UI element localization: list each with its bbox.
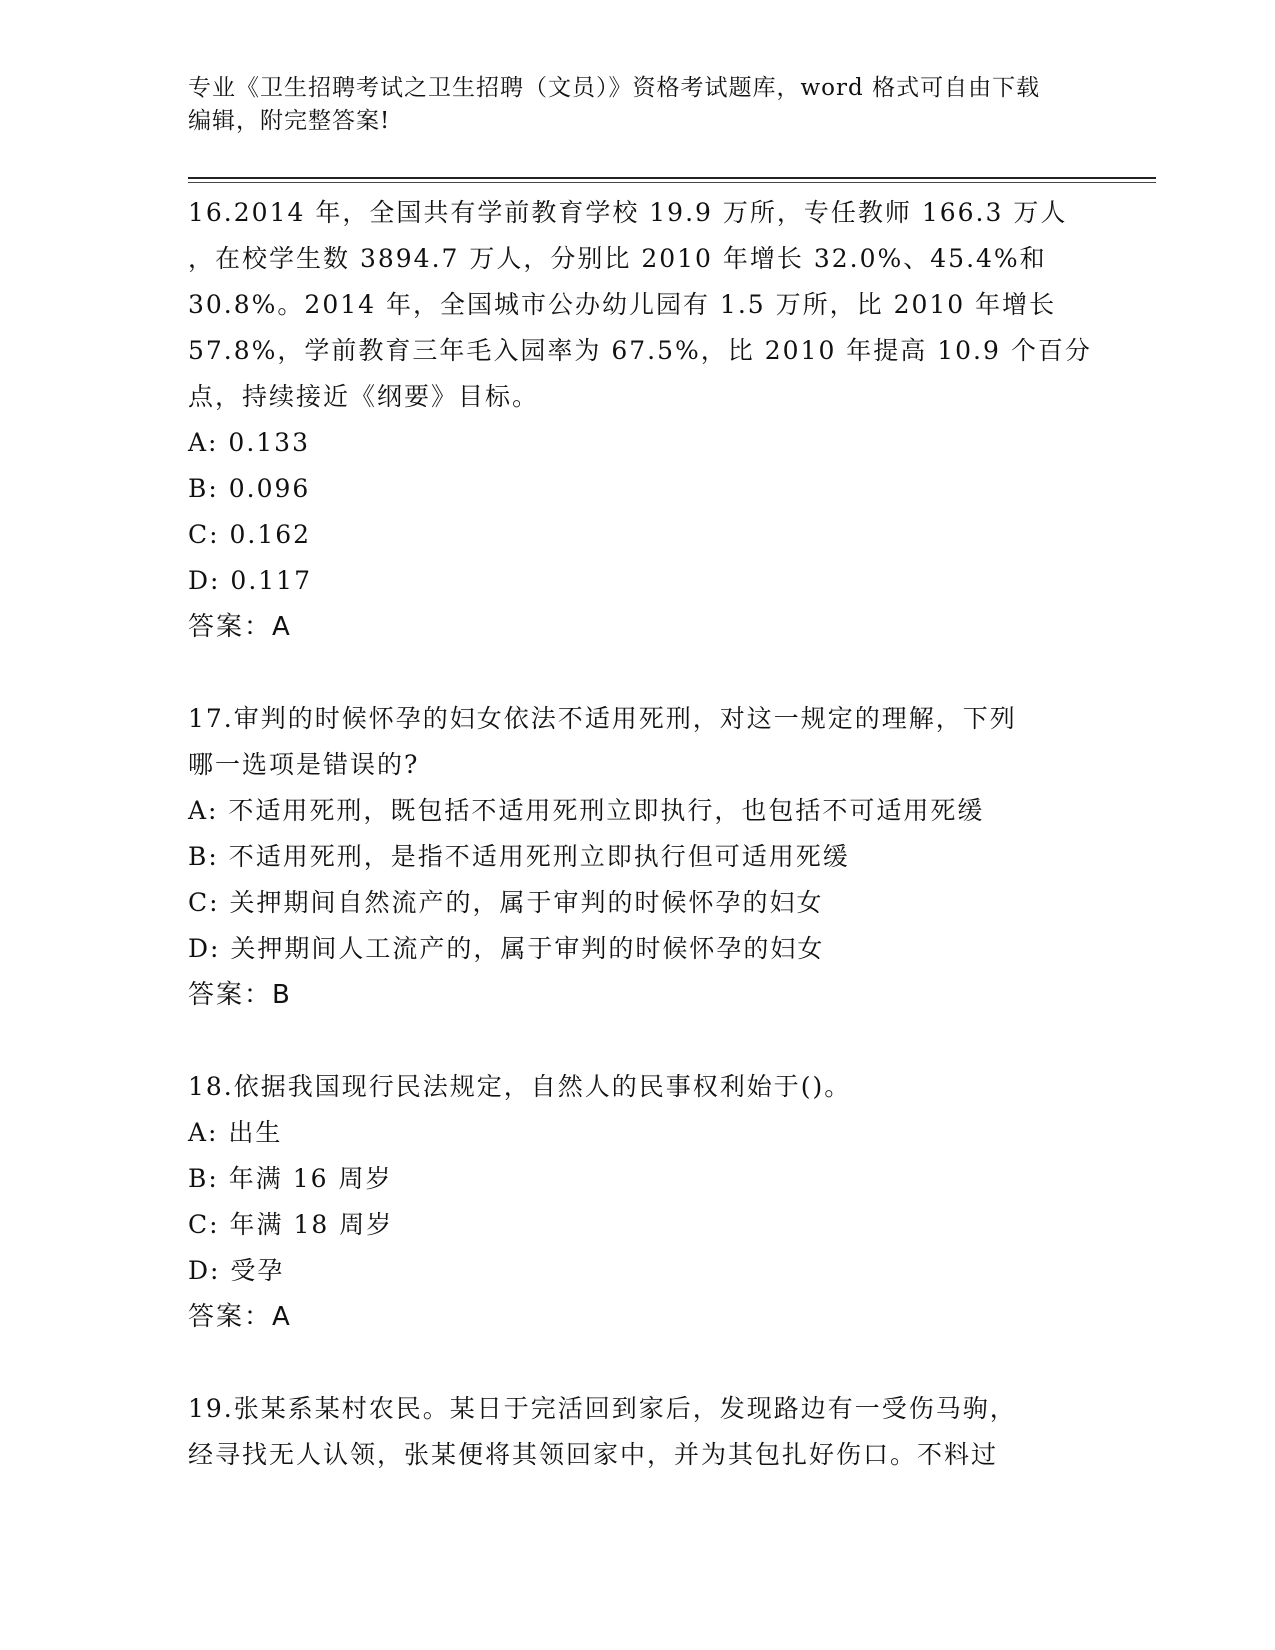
question-text-line: 18.依据我国现行民法规定，自然人的民事权利始于()。 [188, 1072, 852, 1101]
question-list [188, 190, 1108, 1478]
question-text-line: 17.审判的时候怀孕的妇女依法不适用死刑，对这一规定的理解，下列 [188, 704, 1017, 733]
option-d: D: 关押期间人工流产的，属于审判的时候怀孕的妇女 [188, 934, 825, 963]
option-d: D: 0.117 [188, 566, 312, 595]
spacer [188, 1018, 1108, 1064]
answer: 答案：A [188, 1302, 292, 1332]
header-divider-thin [188, 182, 1156, 183]
option-d: D: 受孕 [188, 1256, 285, 1285]
option-b: B: 0.096 [188, 474, 311, 503]
option-b: B: 不适用死刑，是指不适用死刑立即执行但可适用死缓 [188, 842, 850, 871]
header-line-1: 专业《卫生招聘考试之卫生招聘（文员）》资格考试题库，word 格式可自由下载 [188, 75, 1041, 101]
option-a: A: 出生 [188, 1118, 283, 1147]
option-c: C: 年满 18 周岁 [188, 1210, 394, 1239]
header-divider [188, 177, 1156, 179]
header-line-2: 编辑，附完整答案! [188, 108, 391, 134]
question-text-line: ，在校学生数 3894.7 万人，分别比 2010 年增长 32.0%、45.4%和 [188, 244, 1047, 273]
option-b: B: 年满 16 周岁 [188, 1164, 393, 1193]
answer: 答案：A [188, 612, 292, 642]
question-16 [188, 190, 1108, 650]
option-a: A: 0.133 [188, 428, 310, 457]
question-text-line: 19.张某系某村农民。某日于完活回到家后，发现路边有一受伤马驹， [188, 1394, 1017, 1423]
spacer [188, 1340, 1108, 1386]
question-17 [188, 696, 1108, 1018]
question-19 [188, 1386, 1108, 1478]
question-text-line: 点，持续接近《纲要》目标。 [188, 382, 540, 411]
question-text-line: 哪一选项是错误的? [188, 750, 420, 779]
option-c: C: 0.162 [188, 520, 312, 549]
option-a: A: 不适用死刑，既包括不适用死刑立即执行，也包括不可适用死缓 [188, 796, 985, 825]
question-text-line: 经寻找无人认领，张某便将其领回家中，并为其包扎好伤口。不料过 [188, 1440, 999, 1469]
answer: 答案：B [188, 980, 292, 1010]
question-text-line: 57.8%，学前教育三年毛入园率为 67.5%，比 2010 年提高 10.9 个百分 [188, 336, 1092, 365]
question-text-line: 30.8%。2014 年，全国城市公办幼儿园有 1.5 万所，比 2010 年增长 [188, 290, 1057, 319]
option-c: C: 关押期间自然流产的，属于审判的时候怀孕的妇女 [188, 888, 824, 917]
question-text-line: 16.2014 年，全国共有学前教育学校 19.9 万所，专任教师 166.3 万人 [188, 198, 1068, 227]
spacer [188, 650, 1108, 696]
question-18 [188, 1064, 1108, 1340]
page-header [188, 72, 1088, 138]
